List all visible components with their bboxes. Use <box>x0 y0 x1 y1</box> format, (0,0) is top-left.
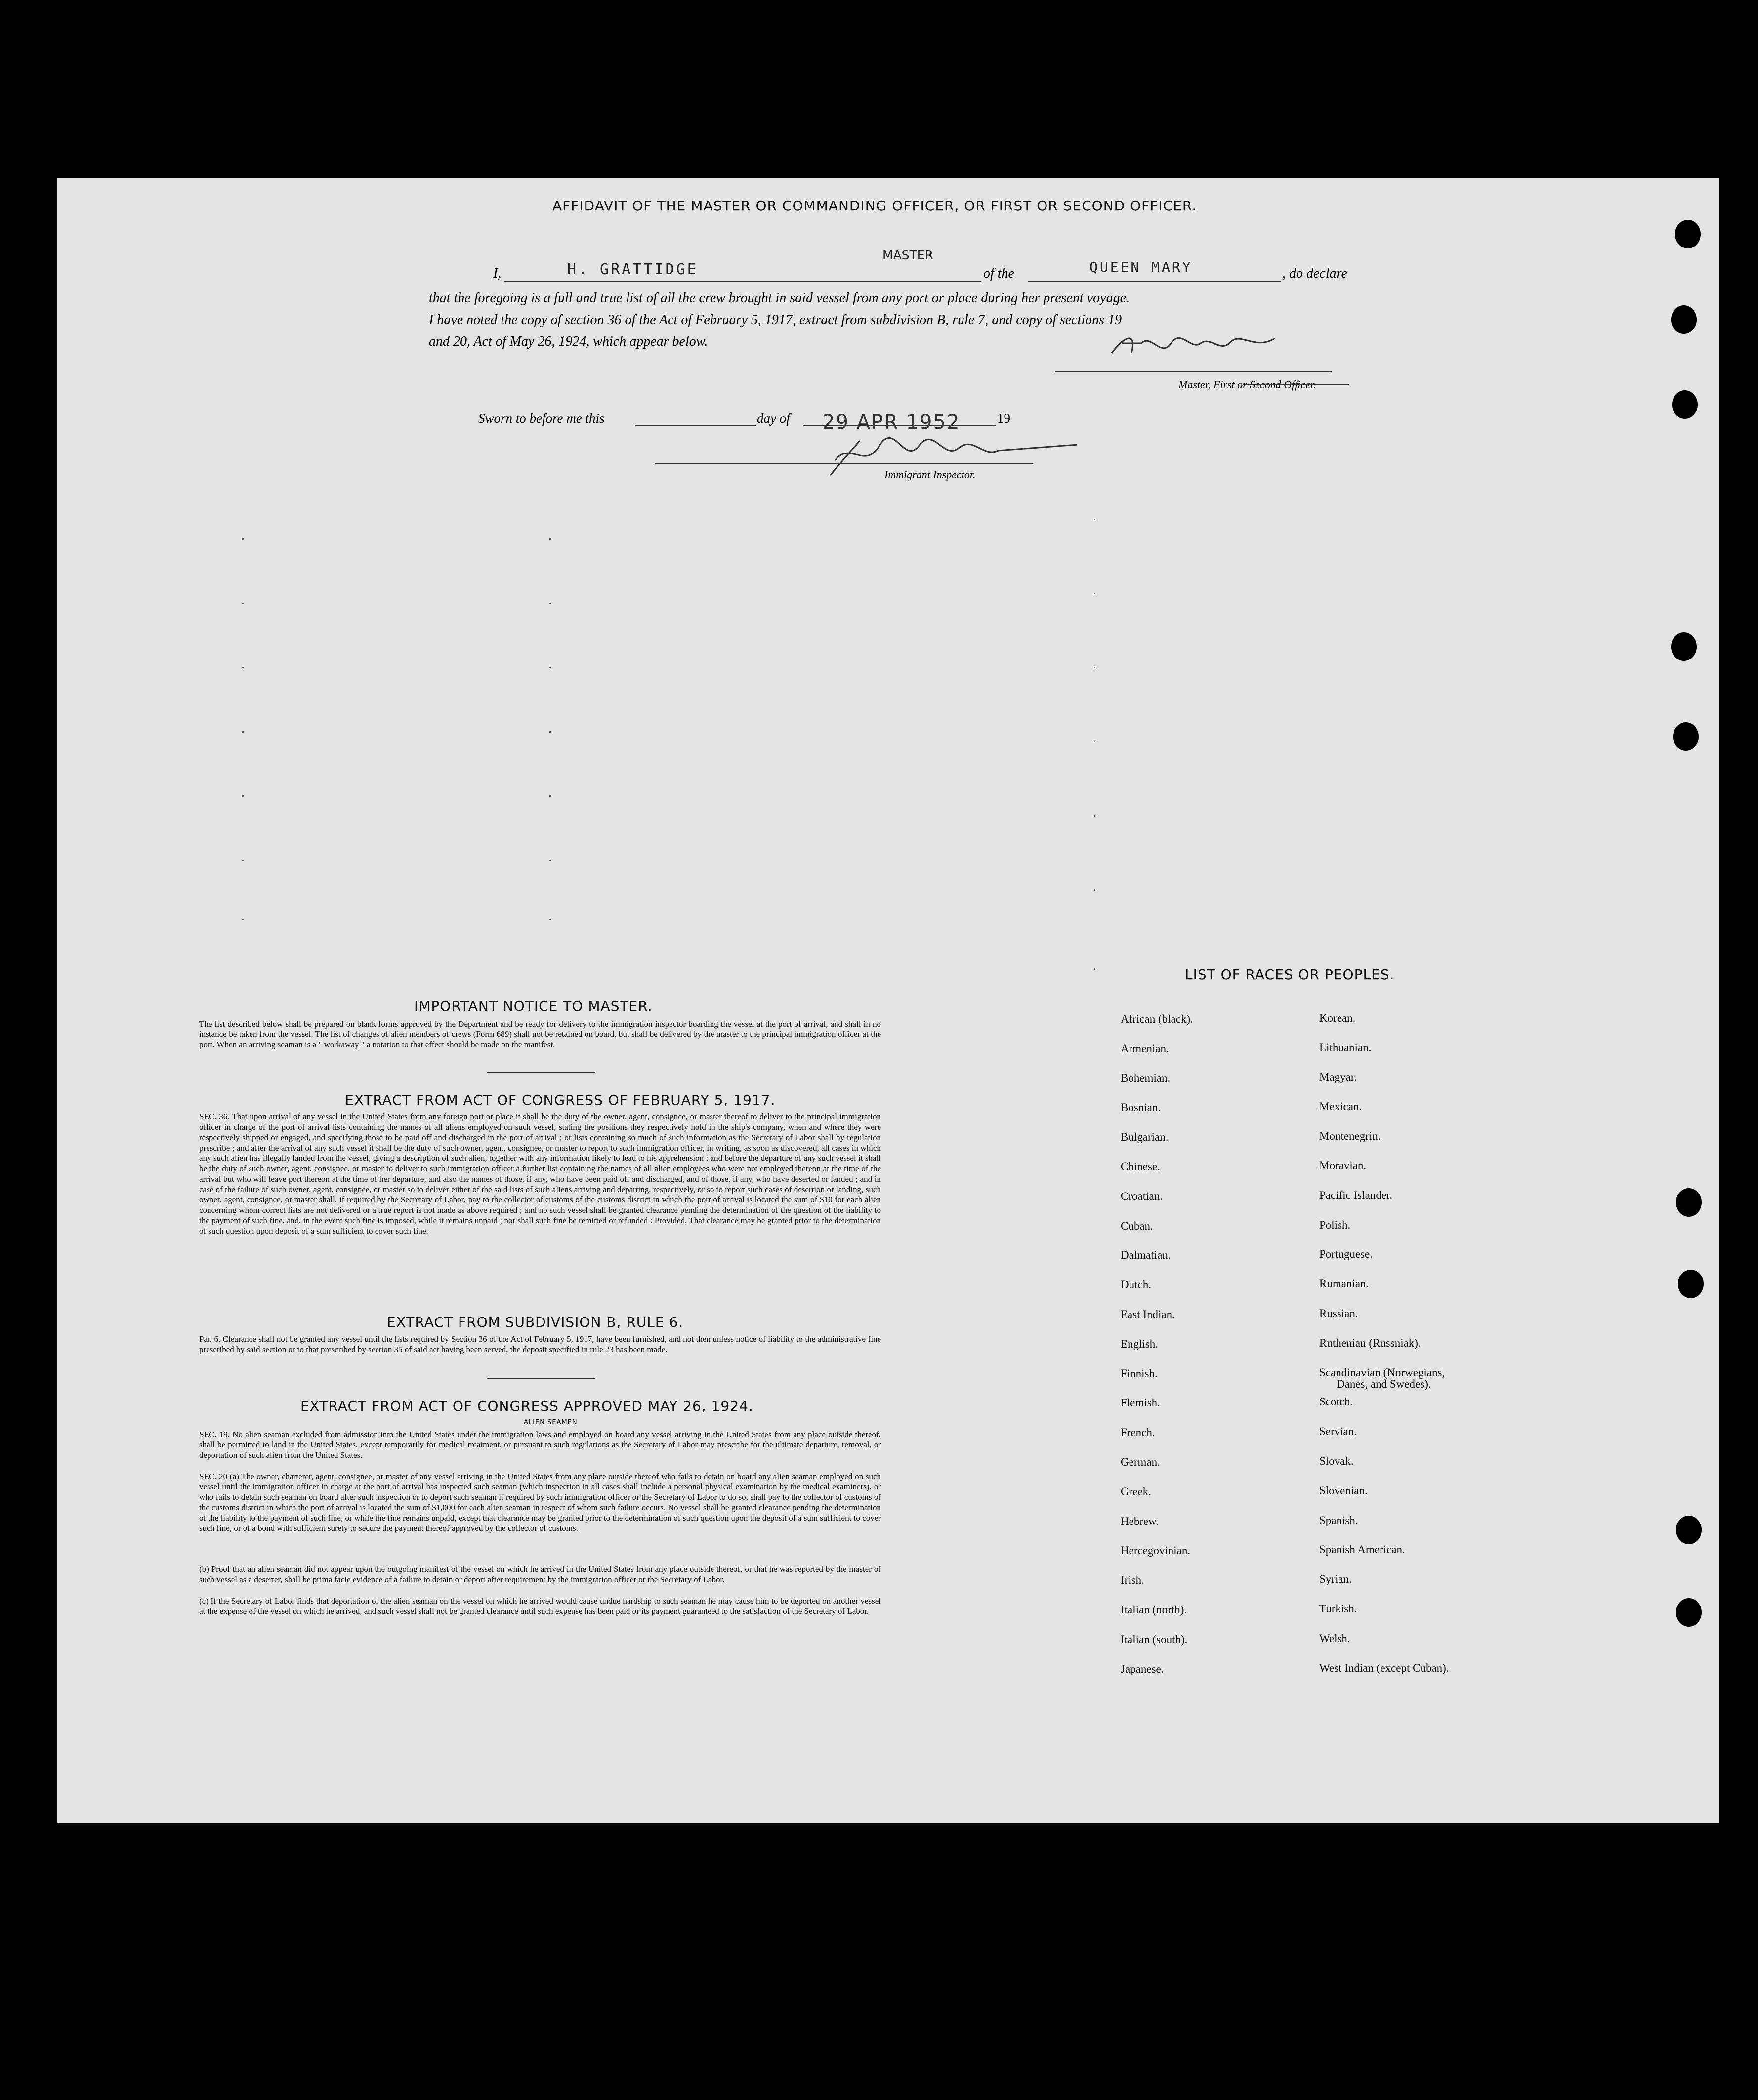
race-item: Mexican. <box>1319 1100 1362 1112</box>
column-dot <box>1094 593 1095 594</box>
race-item: Flemish. <box>1121 1397 1160 1409</box>
race-item: German. <box>1121 1456 1160 1468</box>
punch-hole <box>1676 1188 1702 1217</box>
alien-seamen-subtitle: ALIEN SEAMEN <box>524 1419 578 1426</box>
race-item: Hebrew. <box>1121 1515 1159 1527</box>
vessel-line <box>1028 281 1281 282</box>
column-dot <box>242 603 244 604</box>
name-line <box>504 281 981 282</box>
race-item: Dalmatian. <box>1121 1249 1171 1261</box>
affidavit-title: AFFIDAVIT OF THE MASTER OR COMMANDING OFFICER, OR FIRST OR SECOND OFFICER. <box>552 198 1197 214</box>
race-item: Russian. <box>1319 1307 1358 1319</box>
rank-text: MASTER <box>882 248 933 262</box>
race-item: Hercegovinian. <box>1121 1544 1191 1557</box>
race-item: Italian (north). <box>1121 1604 1187 1616</box>
declaration-line-3: and 20, Act of May 26, 1924, which appear below. <box>429 334 708 349</box>
divider <box>487 1378 595 1379</box>
inspector-line <box>655 463 1033 464</box>
punch-hole <box>1671 632 1697 661</box>
column-dot <box>1094 968 1095 970</box>
race-item: Spanish American. <box>1319 1543 1405 1556</box>
race-item: Rumanian. <box>1319 1277 1369 1290</box>
column-dot <box>549 860 551 861</box>
master-name: H. GRATTIDGE <box>567 261 698 278</box>
column-dot <box>1094 815 1095 817</box>
subdivision-b-title: EXTRACT FROM SUBDIVISION B, RULE 6. <box>387 1314 684 1330</box>
race-item: Slovak. <box>1319 1455 1354 1467</box>
race-item: Bohemian. <box>1121 1072 1171 1084</box>
column-dot <box>549 603 551 604</box>
punch-hole <box>1678 1270 1704 1298</box>
divider <box>487 1072 595 1073</box>
race-item: Syrian. <box>1319 1573 1352 1585</box>
race-item: West Indian (except Cuban). <box>1319 1662 1449 1674</box>
race-item: English. <box>1121 1338 1159 1350</box>
race-item: Croatian. <box>1121 1190 1163 1202</box>
subdivision-b-body: Par. 6. Clearance shall not be granted any vessel until the lists required by Section 36 of the Act of February 5, 1917, have been furnished, and not then unless notice of liability to the administrative fine prescribed by said section or to that prescribed by section 35 of said act having been served, the deposit specified in rule 23 has been made. <box>199 1334 881 1354</box>
column-dot <box>549 538 551 540</box>
races-title: LIST OF RACES OR PEOPLES. <box>1185 966 1395 983</box>
column-dot <box>549 795 551 797</box>
column-dot <box>242 919 244 920</box>
column-dot <box>242 731 244 733</box>
column-dot <box>1094 519 1095 520</box>
master-signature <box>1107 329 1285 369</box>
race-item: Montenegrin. <box>1319 1130 1381 1142</box>
sec-20a-text: SEC. 20 (a) The owner, charterer, agent, consignee, or master of any vessel arriving in the United States from any place outside thereof who fails to detain on board any alien seaman employed on such vessel until the immigration officer in charge at the port of arrival has inspected such seaman (which inspection in all cases shall include a personal physical examination by the medical examiners), or who fails to detain such seaman on board after such inspection or to deport such seaman if required by such immigration officer or the Secretary of Labor to do so, shall pay to the collector of customs of the customs district in which the port of arrival is located the sum of $1,000 for each alien seaman in respect of whom such failure occurs. No vessel shall be granted clearance pending the determination of the liability to the payment of such fine, or while the fine remains unpaid, except that clearance may be granted prior to the determination of such question upon the deposit of a sum sufficient to cover such fine, or of a bond with sufficient surety to secure the payment thereof approved by the collector of customs. <box>199 1472 881 1533</box>
declaration-line-1: that the foregoing is a full and true list of all the crew brought in said vessel from any port or place during her present voyage. <box>429 290 1130 306</box>
race-item: Moravian. <box>1319 1159 1367 1172</box>
race-item: Polish. <box>1319 1219 1351 1231</box>
column-dot <box>1094 889 1095 891</box>
race-item: Italian (south). <box>1121 1633 1188 1646</box>
do-declare-label: , do declare <box>1282 266 1347 281</box>
race-item: Chinese. <box>1121 1160 1160 1173</box>
race-item: Korean. <box>1319 1012 1356 1024</box>
sworn-day-line <box>635 425 756 426</box>
notice-title: IMPORTANT NOTICE TO MASTER. <box>414 998 653 1014</box>
race-item: Lithuanian. <box>1319 1041 1372 1054</box>
punch-hole <box>1675 220 1701 248</box>
race-item: Greek. <box>1121 1485 1151 1498</box>
column-dot <box>549 919 551 920</box>
column-dot <box>1094 667 1095 668</box>
punch-hole <box>1676 1598 1702 1627</box>
column-dot <box>242 667 244 668</box>
race-item: Spanish. <box>1319 1514 1358 1526</box>
punch-hole <box>1676 1516 1702 1544</box>
race-item: Finnish. <box>1121 1367 1158 1380</box>
race-item: Scotch. <box>1319 1396 1353 1408</box>
i-label: I, <box>493 266 502 281</box>
column-dot <box>242 795 244 797</box>
sec-19-text: SEC. 19. No alien seaman excluded from admission into the United States under the immigration laws and employed on board any vessel arriving in the United States from any place outside thereof, shall be permitted to land in the United States, except temporarily for medical treatment, or pursuant to such regulations as the Secretary of Labor may prescribe for the ultimate departure, removal, or deportation of such alien from the United States. <box>199 1430 881 1460</box>
race-item: Scandinavian (Norwegians, <box>1319 1366 1445 1379</box>
year-label: 19 <box>997 411 1010 426</box>
punch-hole <box>1673 722 1699 751</box>
race-item: Bosnian. <box>1121 1101 1161 1113</box>
strikethrough <box>1243 384 1349 385</box>
punch-hole <box>1672 390 1698 419</box>
notice-body: The list described below shall be prepared on blank forms approved by the Department and be ready for delivery to the immigration inspector boarding the vessel at the port of arrival, and shall in no instance be taken from the vessel. The list of changes of alien members of crews (Form 689) shall not be retained on board, but shall be delivered by the master to the principal immigration officer at the port. When an arriving seaman is a " workaway " a notation to that effect should be made on the manifest. <box>199 1019 881 1049</box>
extract-1917-body: SEC. 36. That upon arrival of any vessel in the United States from any foreign port or place it shall be the duty of the owner, agent, consignee, or master thereof to deliver to the principal immigration officer in charge of the port of arrival lists containing the names of all aliens employed on such vessel, stating the positions they respectively hold in the ship's company, when and where they were respectively shipped or engaged, and specifying those to be paid off and discharged in the port of arrival ; or lists containing so much of such information as the Secretary of Labor shall by regulation prescribe ; and after the arrival of any such vessel it shall be the duty of such owner, agent, consignee, or master to report to such immigration officer, in writing, as soon as discovered, all cases in which any such alien has illegally landed from the vessel, giving a description of such alien, together with any information likely to lead to his apprehension ; and before the departure of any such vessel it shall be the duty of such owner, agent, consignee, or master to deliver to such immigration officer a further list containing the names of all alien employees who were not employed thereon at the time of the arrival but who will leave port thereon at the time of her departure, and also the names of those, if any, who have been paid off and discharged, and of those, if any, who have deserted or landed ; and in case of the failure of such owner, agent, consignee, or master so to deliver either of the said lists of such aliens arriving and departing, respectively, or so to report such cases of desertion or landing, such owner, agent, consignee, or master shall, if required by the Secretary of Labor, pay to the collector of customs of the customs district in which the port of arrival is located the sum of $10 for each alien concerning whom correct lists are not delivered or a true report is not made as above required ; and no such vessel shall be granted clearance pending the determination of the question of the liability to the payment of such fine, and, in the event such fine is imposed, while it remains unpaid ; nor shall such fine be remitted or refunded : Provided, That clearance may be granted prior to the determination of such question upon deposit of a sum sufficient to cover such fine. <box>199 1112 881 1235</box>
of-the-label: of the <box>983 266 1014 281</box>
signature-stroke <box>1107 329 1285 363</box>
race-item: Magyar. <box>1319 1071 1357 1083</box>
race-item: Cuban. <box>1121 1220 1153 1232</box>
race-item: African (black). <box>1121 1013 1193 1025</box>
column-dot <box>242 860 244 861</box>
sec-20b-text: (b) Proof that an alien seaman did not appear upon the outgoing manifest of the vessel on which he arrived in the United States from any place outside thereof, or that he was reported by the master of such vessel as a deserter, shall be prima facie evidence of a failure to detain or deport after requirement by the immigration officer or the Secretary of Labor. <box>199 1565 881 1584</box>
race-item-continuation: Danes, and Swedes). <box>1337 1378 1431 1390</box>
day-of-label: day of <box>757 411 790 426</box>
race-item: Irish. <box>1121 1574 1144 1586</box>
race-item: Portuguese. <box>1319 1248 1373 1260</box>
race-item: Ruthenian (Russniak). <box>1319 1337 1421 1349</box>
declaration-line-2: I have noted the copy of section 36 of the Act of February 5, 1917, extract from subdivision B, rule 7, and copy of sections 19 <box>429 312 1122 328</box>
vessel-name: QUEEN MARY <box>1089 259 1193 275</box>
column-dot <box>549 667 551 668</box>
race-item: Welsh. <box>1319 1632 1350 1645</box>
extract-1924-title: EXTRACT FROM ACT OF CONGRESS APPROVED MAY 26, 1924. <box>300 1398 753 1414</box>
race-item: Pacific Islander. <box>1319 1189 1393 1201</box>
race-item: Japanese. <box>1121 1663 1164 1675</box>
column-dot <box>549 731 551 733</box>
extract-1917-title: EXTRACT FROM ACT OF CONGRESS OF FEBRUARY 5, 1917. <box>345 1092 776 1108</box>
punch-hole <box>1671 305 1697 334</box>
race-item: Armenian. <box>1121 1042 1169 1055</box>
sec-20c-text: (c) If the Secretary of Labor finds that deportation of the alien seaman on the vessel on which he arrived would cause undue hardship to such seaman he may cause him to be deported on another vessel at the expense of the vessel on which he arrived, and such vessel shall not be granted clearance until such expense has been paid or its payment guaranteed to the satisfaction of the Secretary of Labor. <box>199 1596 881 1616</box>
signer-title: Master, First or Second Officer. <box>1178 378 1316 391</box>
signature-line <box>1055 371 1332 372</box>
date-stamp: 29 APR 1952 <box>822 411 961 434</box>
race-item: Dutch. <box>1121 1278 1151 1291</box>
race-item: Servian. <box>1319 1425 1357 1438</box>
race-item: East Indian. <box>1121 1308 1175 1320</box>
race-item: French. <box>1121 1426 1155 1439</box>
inspector-label: Immigrant Inspector. <box>884 468 976 481</box>
race-item: Bulgarian. <box>1121 1131 1169 1143</box>
column-dot <box>242 538 244 540</box>
race-item: Turkish. <box>1319 1603 1357 1615</box>
sworn-label: Sworn to before me this <box>478 411 605 426</box>
column-dot <box>1094 741 1095 742</box>
race-item: Slovenian. <box>1319 1484 1368 1497</box>
